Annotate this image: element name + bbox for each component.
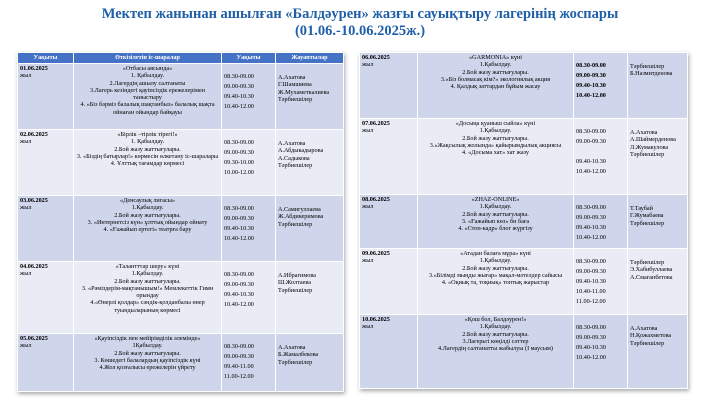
responsible-cell [276, 334, 344, 392]
table-header-row [18, 53, 344, 64]
time-slot: 10.00-12.00 [224, 169, 254, 176]
responsible-name: Б.Жамалбекова [278, 351, 319, 359]
table-row [18, 334, 344, 392]
time-cell [222, 64, 276, 130]
responsible-name: Н.Қожахметова [630, 332, 672, 340]
time-cell [222, 262, 276, 334]
time-slot: 08.30-09.00 [224, 271, 254, 278]
activity-line: 1.Қабылдау. [479, 203, 512, 211]
activity-line: 4.«Өнерлі қолдар» сәндік-қолданбалы өнер туындыларының көрмесі [90, 299, 205, 314]
activity-line: 3. «Интернетсіз күн» ұлттық ойындар ойнату [87, 218, 208, 226]
table-row [360, 53, 688, 119]
time-slot: 08.30-09.00 [576, 62, 606, 69]
time-slot: 10.40-12.00 [224, 235, 254, 242]
activities-cell [74, 262, 222, 334]
responsible-name: Г.Шамшиева [278, 81, 312, 89]
responsible-cell [276, 196, 344, 262]
activity-line: 1.Қабылдау. [479, 127, 512, 135]
responsible-cell [628, 53, 688, 119]
schedule-table-left [17, 52, 344, 392]
time-slot: 09.40-10.30 [224, 225, 254, 232]
schedule-body-left [18, 64, 344, 392]
time-slot: 10.40-11.00 [576, 288, 606, 295]
time-slot: 09.00-09.30 [576, 214, 606, 221]
activity-line: 3.«Жақсылық жолында» қайырымдылық акциясы [429, 141, 562, 149]
date-year: жыл [20, 270, 32, 278]
activity-line: 3.Лагерьгі көңілді сәттер [462, 337, 529, 345]
date-value: 06.06.2025 [362, 54, 390, 61]
activity-line: «Денсаулық лигасы» [119, 197, 175, 204]
activity-line: «Досыңа қуаныш сыйла» күні [455, 120, 536, 127]
time-slot: 09.40-10.30 [576, 278, 606, 285]
activity-line: 3.«Біз болмасақ кім?» экологиялық акция [440, 75, 551, 83]
responsible-name: А.Ахатова [630, 325, 658, 332]
responsible-cell [276, 64, 344, 130]
table-row [18, 262, 344, 334]
activity-line: 4. «Біз бәрміз балалық шақтанбыз» балалық шақта ойнаған ойындар байқауы [80, 101, 215, 116]
time-cell [222, 334, 276, 392]
date-cell [360, 249, 418, 315]
date-cell [18, 130, 74, 196]
title-line-1: Мектеп жанынан ашылған «Балдәурен» жазғы сауықтыру лагерінің жоспары [101, 6, 619, 22]
activity-line: «Атадан балаға мұра» күні [460, 250, 531, 257]
activity-line: 2.Бой жазу жаттығулары. [462, 210, 529, 218]
responsible-name: А.Ахатова [278, 140, 306, 147]
responsible-name: Тәрбиешілер [630, 219, 665, 227]
date-value: 03.06.2025 [20, 197, 48, 204]
activity-line: 4.Жол қозғалысы ережелерін үйрету [99, 364, 196, 372]
time-slot: 08.30-09.00 [576, 204, 606, 211]
time-slot: 09.00-09.30 [224, 83, 254, 90]
activity-line: 2.Бой жазу жаттығулары. [462, 330, 529, 338]
activity-line: «Бірлік –тірлік тірегі!» [117, 131, 178, 138]
activity-line: 2.Лагердің ашылу салтанаты [109, 79, 186, 87]
time-slot: 09.40-10.30 [224, 291, 254, 298]
responsible-name: А.Шаймерденова [630, 136, 676, 144]
date-cell [18, 262, 74, 334]
activity-line: 4. «Оқиық та, тоқиық» топтық жарыстар [441, 279, 550, 287]
time-slot: 09.40-10.30 [576, 82, 606, 89]
activity-line: 4. Қалдық заттардан бұйым жасау [450, 83, 541, 91]
responsible-name: А.Смағанбетова [630, 273, 673, 281]
time-slot: 09.40-10.30 [576, 224, 606, 231]
responsible-name: Тәрбиешілер [278, 358, 313, 366]
activity-line: 2.Бой жазу жаттығулары. [114, 211, 181, 219]
time-cell [222, 196, 276, 262]
activity-line: «Қауіпсіздік пен мейірімділік әлемінде» [94, 335, 201, 342]
responsible-name: А.Ибрагимова [278, 272, 316, 279]
time-slot: 11.00-12.00 [576, 298, 606, 305]
activity-line: 4. «Стоп-кадр» блог жүргізу [458, 225, 533, 233]
activities-cell [418, 249, 574, 315]
responsible-name: Ж.Мухаметкалиева [278, 88, 330, 96]
activity-line: «ZHAZ-ONLINE» [471, 196, 520, 203]
header-time: Уақыты [222, 53, 276, 64]
activity-line: 1Қабылдау. [132, 342, 163, 350]
responsible-name: А.Ахатова [278, 344, 306, 351]
responsible-cell [628, 315, 688, 389]
responsible-name: Г.Жумабаева [630, 212, 664, 220]
activities-cell [418, 119, 574, 195]
date-year: жыл [362, 323, 374, 331]
activity-line: 3. «Біздің батырлар!» көрмесін өлкетану іс-шаралары [76, 152, 219, 160]
time-slot: 08.30-09.00 [224, 73, 254, 80]
activities-cell [418, 53, 574, 119]
responsible-name: Ш.Жолтаева [278, 279, 311, 287]
activity-line: «GARMONIA» күні [469, 54, 522, 61]
time-slot: 08.30-09.00 [224, 205, 254, 212]
table-row [18, 196, 344, 262]
date-cell [360, 53, 418, 119]
time-cell [222, 130, 276, 196]
time-cell [574, 315, 628, 389]
schedule-table-right [359, 52, 688, 389]
activity-line: 1.Қабылдау. [131, 204, 164, 212]
activity-line: «Отбасы аясында» [122, 65, 173, 72]
activity-line: 3. «Рәміздерім-мақтанышым!» Мемлекеттік Гимн орындау [81, 284, 214, 300]
time-slot: 08.30-09.00 [224, 343, 254, 350]
time-slot: 09.00-09.30 [576, 138, 606, 145]
activity-line: 1.Қабылдау. [479, 323, 512, 331]
date-year: жыл [362, 127, 374, 135]
date-year: жыл [20, 138, 32, 146]
responsible-name: А.Ахатова [630, 129, 658, 136]
date-year: жыл [362, 203, 374, 211]
date-cell [18, 196, 74, 262]
date-year: жыл [362, 257, 374, 265]
time-slot: 09.00-09.30 [576, 72, 606, 79]
responsible-name: Тәрбиешілер [278, 220, 313, 228]
responsible-name: Л.Жумакулова [630, 143, 669, 151]
time-slot: 10.40-12.00 [224, 301, 254, 308]
time-slot: 10.40-12.00 [224, 103, 254, 110]
date-year: жыл [362, 61, 374, 69]
activity-line: «Талантттар шеру» күні [115, 263, 180, 270]
header-date: Уақыты [18, 53, 74, 64]
responsible-cell [628, 249, 688, 315]
date-value: 07.06.2025 [362, 120, 390, 127]
activity-line: 4.Лагердің салтанатты жабылуы (І маусым) [438, 345, 553, 353]
activity-line: 1. Қабылдау. [130, 72, 165, 80]
activity-line: 2.Бой жазу жаттығулары. [114, 349, 181, 357]
date-value: 02.06.2025 [20, 131, 48, 138]
time-slot: 09.40-10.30 [224, 93, 254, 100]
time-cell [574, 119, 628, 195]
time-slot: 09.30-10.00 [224, 159, 254, 166]
activity-line: 4. Ұлттық тағамдар көрмесі [110, 160, 185, 168]
activity-line: 1. Қабылдау. [130, 138, 165, 146]
date-value: 08.06.2025 [362, 196, 390, 203]
time-slot: 08.30-09.00 [224, 139, 254, 146]
activity-line: 1.Қабылдау. [479, 257, 512, 265]
activity-line: 4. «Досыма хат» хат жазу [461, 149, 530, 157]
responsible-name: А.Абдыкадырова [278, 147, 324, 155]
schedule-body-right [360, 53, 688, 389]
title-line-2: (01.06.-10.06.2025ж.) [294, 23, 426, 39]
responsible-name: Тәрбиешілер [630, 339, 665, 347]
responsible-name: Э.Хабибуллаева [630, 266, 673, 274]
activity-line: 1.Қабылдау. [131, 270, 164, 278]
activity-line: 3. «Ғажайып көз» бн баға [461, 217, 530, 225]
activity-line: 2.Бой жазу жаттығулары. [462, 264, 529, 272]
activity-line: 3.Лагерь кезіндегі қауіпсіздік ережелерімен таныстыру [89, 86, 206, 102]
activity-line: 4. «Ғажайып ертегі» театрға бару [103, 226, 192, 234]
date-year: жыл [20, 342, 32, 350]
time-slot: 10.40-12.00 [576, 168, 606, 175]
time-slot: 08.30-09.00 [576, 128, 606, 135]
time-slot: 08.30-09.00 [576, 258, 606, 265]
activity-line: 2.Бой жазу жаттығулары. [114, 277, 181, 285]
activities-cell [418, 315, 574, 389]
responsible-cell [628, 195, 688, 249]
time-cell [574, 53, 628, 119]
activity-line: 2.Бой жазу жаттығулары. [462, 68, 529, 76]
responsible-name: А.Садыкова [278, 154, 310, 162]
table-row [360, 315, 688, 389]
responsible-name: Тәрбиешілер [278, 286, 313, 294]
activities-cell [74, 196, 222, 262]
responsible-name: Тәрбиешілер [630, 150, 665, 158]
responsible-cell [276, 130, 344, 196]
time-slot: 08.30-09.00 [576, 324, 606, 331]
date-year: жыл [20, 204, 32, 212]
responsible-name: Тәрбиешілер [278, 161, 313, 169]
date-value: 04.06.2025 [20, 263, 48, 270]
responsible-name: Тәрбиешілер [630, 63, 665, 70]
header-activities: Өткізілетін іс-шаралар [74, 53, 222, 64]
activity-line: 2.Бой жазу жаттығулары. [114, 145, 181, 153]
time-slot: 10.40-12.00 [576, 354, 606, 361]
date-cell [360, 119, 418, 195]
responsible-name: Тәрбиешілер [278, 95, 313, 103]
date-value: 10.06.2025 [362, 316, 390, 323]
time-slot: 09.40-10.30 [576, 344, 606, 351]
time-slot: 09.40-10.30 [576, 158, 606, 165]
activity-line: 3. Көшедегі балалардың қауіпсіздік күні [94, 356, 201, 364]
activity-line: 1.Қабылдау. [479, 61, 512, 69]
time-slot: 09.00-09.30 [576, 334, 606, 341]
date-value: 01.06.2025 [20, 65, 48, 72]
date-cell [360, 315, 418, 389]
responsible-name: А.Самигуллаева [278, 206, 321, 213]
activity-line: 2.Бой жазу жаттығулары. [462, 134, 529, 142]
responsible-cell [276, 262, 344, 334]
table-row [360, 195, 688, 249]
activities-cell [418, 195, 574, 249]
activity-line: 3.«Білімді мыңды жығар» мақал-мәтелдер сайысы [428, 271, 563, 279]
table-row [18, 64, 344, 130]
time-slot: 10.40-12.00 [576, 92, 606, 99]
table-row [360, 249, 688, 315]
table-row [18, 130, 344, 196]
time-slot: 11.00-12.00 [224, 373, 254, 380]
time-slot: 09.00-09.30 [224, 215, 254, 222]
responsible-name: Т.Таубай [630, 205, 653, 212]
responsible-cell [628, 119, 688, 195]
date-cell [18, 64, 74, 130]
date-value: 05.06.2025 [20, 335, 48, 342]
activities-cell [74, 64, 222, 130]
time-slot: 09.40-11.00 [224, 363, 254, 370]
responsible-name: Тәрбиешілер [630, 259, 665, 266]
time-slot: 09.00-09.30 [224, 149, 254, 156]
time-cell [574, 249, 628, 315]
responsible-name: Ж.Абдикеримова [278, 213, 324, 221]
time-slot: 09.00-09.30 [576, 268, 606, 275]
activities-cell [74, 334, 222, 392]
page-title [0, 6, 720, 40]
date-year: жыл [20, 72, 32, 80]
header-responsible: Жауаптылар [276, 53, 344, 64]
time-slot: 09.00-09.30 [224, 281, 254, 288]
date-value: 09.06.2025 [362, 250, 390, 257]
date-cell [360, 195, 418, 249]
responsible-name: Б.Назмитденова [630, 70, 673, 78]
date-cell [18, 334, 74, 392]
table-row [360, 119, 688, 195]
time-slot: 10.40-12.00 [576, 234, 606, 241]
time-cell [574, 195, 628, 249]
activities-cell [74, 130, 222, 196]
time-slot: 09.00-09.30 [224, 353, 254, 360]
activity-line: «Қош бол, Балдәурен!» [464, 316, 527, 323]
time-slot [576, 147, 625, 157]
responsible-name: А.Ахатова [278, 74, 306, 81]
